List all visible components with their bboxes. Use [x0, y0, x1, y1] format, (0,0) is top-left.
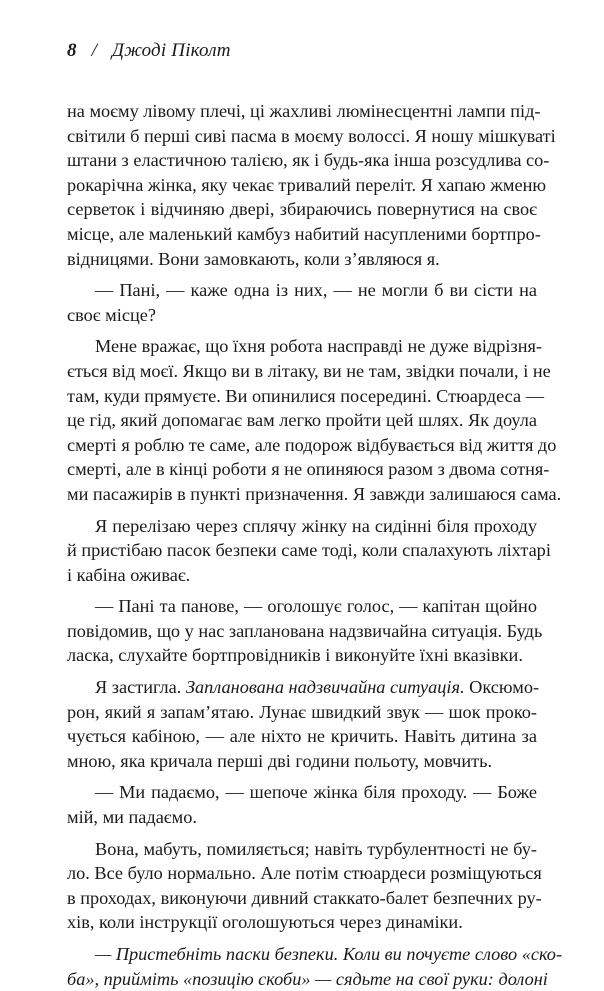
text-line: рокарічна жінка, яку чекає тривалий переліт. Я хапаю жменю	[67, 174, 547, 195]
text-line: — Пані, — каже одна із них, — не могли б ви сісти на	[95, 280, 537, 301]
text-line: хів, коли інструкції оголошуються через динаміки.	[67, 912, 463, 933]
text-line: — Ми падаємо, — шепоче жінка біля проходу. — Боже	[95, 782, 537, 803]
text-line: місце, але маленький камбуз набитий насупленими бортпро-	[67, 223, 541, 244]
text-line: рон, який я запам’ятаю. Лунає швидкий звук — шок проко-	[67, 701, 537, 722]
author-name: Джоді Піколт	[111, 40, 231, 61]
text-line: ло. Все було нормально. Але потім стюардеси розміщуються	[67, 863, 542, 884]
text-line: смерті я роблю те саме, але подорож відбувається від життя до	[67, 434, 557, 455]
text-line: смерті, але в кінці роботи я не опиняюся разом з двома сотня-	[67, 459, 550, 480]
text-line: в проходах, виконуючи дивний стаккато-балет безпечних ру-	[67, 887, 542, 908]
text-line: — Пристебніть паски безпеки. Коли ви почуєте слово «ско-	[95, 944, 563, 964]
text-line: Мене вражає, що їхня робота насправді не дуже відрізня-	[95, 336, 543, 357]
text-line: — Пані та панове, — оголошує голос, — капітан щойно	[95, 596, 537, 617]
italic-run: Запланована надзвичайна ситуація.	[185, 677, 465, 698]
text-line: штани з еластичною талією, як і будь-яка інша розсудлива со-	[67, 150, 550, 171]
text-run: Оксюмо-	[469, 677, 540, 698]
text-line: Я перелізаю через сплячу жінку на сидінні біля проходу	[95, 515, 537, 536]
text-line: на моєму лівому плечі, ці жахливі люмінесцентні лампи під-	[67, 101, 541, 121]
text-line: там, куди прямуєте. Ви опинилися посередині. Стюардеса —	[67, 385, 544, 406]
text-line: своє місце?	[67, 304, 156, 325]
text-line: відницями. Вони замовкають, коли з’являюся я.	[67, 248, 440, 269]
text-line: ласка, слухайте бортпровідників і виконуйте їхні вказівки.	[67, 645, 523, 666]
text-line: ба», прийміть «позицію скоби» — сядьте на свої руки: долоні	[67, 968, 548, 989]
text-line: повідомив, що у нас запланована надзвичайна ситуація. Будь	[67, 620, 543, 641]
running-head	[67, 40, 231, 62]
text-line: чується кабіною, — але ніхто не кричить. Навіть дитина за	[67, 726, 537, 747]
body-text	[67, 99, 563, 991]
text-line: мною, яка кричала перші дві години польоту, мовчить.	[67, 750, 493, 771]
text-line: це гід, який допомагає вам легко пройти цей шлях. Як доула	[67, 410, 537, 431]
text-line: світили б перші сиві пасма в моєму волоссі. Я ношу мішкуваті	[67, 125, 556, 146]
text-line: мій, ми падаємо.	[67, 807, 197, 828]
text-line: ми пасажирів в пункті призначення. Я завжди залишаюся сама.	[67, 483, 562, 504]
text-line	[67, 675, 540, 700]
header-separator: /	[91, 40, 98, 61]
text-line: Вона, мабуть, помиляється; навіть турбулентності не бу-	[95, 838, 537, 859]
text-run: Я застигла.	[95, 677, 182, 698]
text-line: ється від моєї. Якщо ви в літаку, ви не там, звідки почали, і не	[67, 360, 551, 381]
page-number: 8	[67, 40, 77, 61]
text-line: і кабіна оживає.	[67, 564, 191, 585]
text-line: серветок і відчиняю двері, збираючись повернутися на своє	[67, 199, 537, 220]
text-line: й пристібаю пасок безпеки саме тоді, коли спалахують ліхтарі	[67, 540, 551, 561]
